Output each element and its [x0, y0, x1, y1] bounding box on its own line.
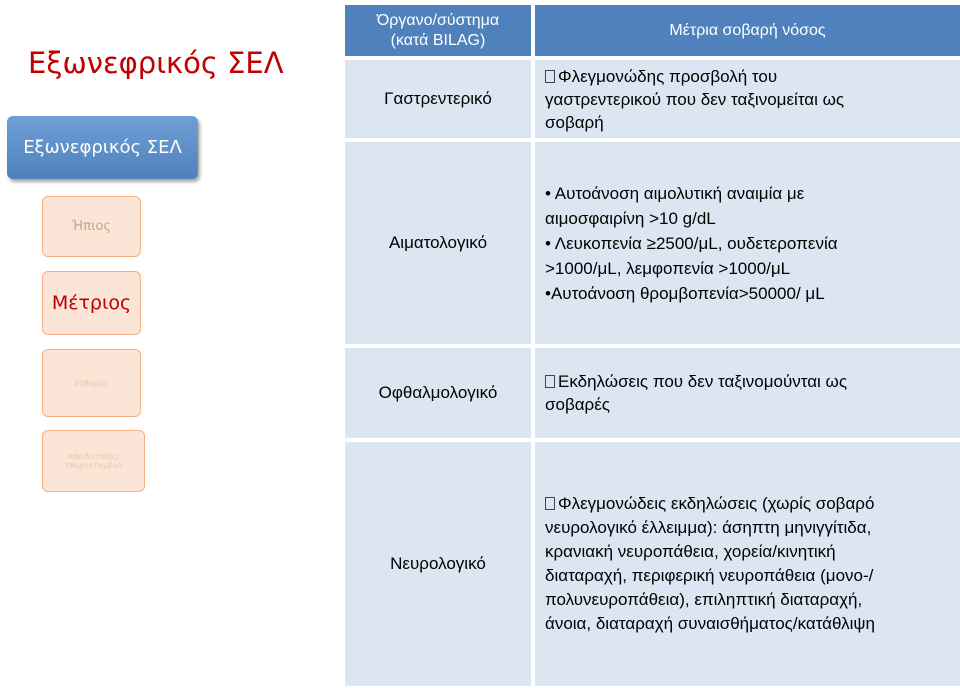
desc-line: πολυνευροπάθεια), επιληπτική διαταραχή, — [545, 590, 863, 609]
desc-line: σοβαρή — [545, 112, 604, 132]
checkbox-square-icon — [545, 70, 555, 83]
desc-line: νευρολογικό έλλειμμα): άσηπτη μηνιγγίτιδα, — [545, 518, 872, 537]
desc-line: • Λευκοπενία ≥2500/μL, ουδετεροπενία — [545, 233, 838, 253]
header-organ-line1: Όργανο/σύστημα — [376, 11, 500, 29]
desc-line: Εκδηλώσεις που δεν ταξινομούνται ως — [545, 370, 954, 393]
desc-cell-gastro — [535, 60, 960, 138]
desc-line: Φλεγμονώδεις εκδηλώσεις (χωρίς σοβαρό — [545, 492, 954, 516]
desc-line: Φλεγμονώδης προσβολή του — [545, 65, 954, 88]
header-severity-cell: Μέτρια σοβαρή νόσος — [535, 5, 960, 56]
desc-line: κρανιακή νευροπάθεια, χορεία/κινητική — [545, 542, 836, 561]
organ-cell-gastro: Γαστρεντερικό — [345, 60, 531, 138]
level-mild-box: Ήπιος — [42, 196, 141, 257]
desc-line: διαταραχή, περιφερική νευροπάθεια (μονο-/ — [545, 566, 874, 585]
desc-line: •Αυτοάνοση θρομβοπενία>50000/ μL — [545, 283, 825, 303]
level-moderate-box: Μέτριος — [42, 271, 141, 335]
header-organ-line2: (κατά BILAG) — [390, 31, 486, 49]
desc-line: άνοια, διαταραχή συναισθήματος/κατάθλιψη — [545, 614, 875, 633]
organ-cell-neuro: Νευρολογικό — [345, 442, 531, 686]
desc-cell-hemato — [535, 142, 960, 344]
organ-cell-ophthalmo: Οφθαλμολογικό — [345, 348, 531, 438]
level-severe-box: Σοβαρός — [42, 349, 141, 417]
desc-line: • Αυτοάνοση αιμολυτική αναιμία με — [545, 183, 805, 203]
desc-cell-neuro — [535, 442, 960, 686]
diagram-main-box: Εξωνεφρικός ΣΕΛ — [7, 116, 198, 179]
checkbox-square-icon — [545, 497, 555, 510]
desc-line: σοβαρές — [545, 395, 610, 414]
organ-cell-hemato: Αιματολογικό — [345, 142, 531, 344]
desc-line: >1000/μL, λεμφοπενία >1000/μL — [545, 258, 791, 278]
desc-cell-ophthalmo — [535, 348, 960, 438]
slide-title: Εξωνεφρικός ΣΕΛ — [28, 46, 284, 80]
header-organ-cell — [345, 5, 531, 56]
checkbox-square-icon — [545, 375, 555, 388]
desc-line: αιμοσφαιρίνη >10 g/dL — [545, 208, 716, 228]
level-catastrophic-box: Απειλητικός/Υπερτεταμένη — [42, 430, 145, 492]
desc-line: γαστρεντερικού που δεν ταξινομείται ως — [545, 89, 845, 109]
